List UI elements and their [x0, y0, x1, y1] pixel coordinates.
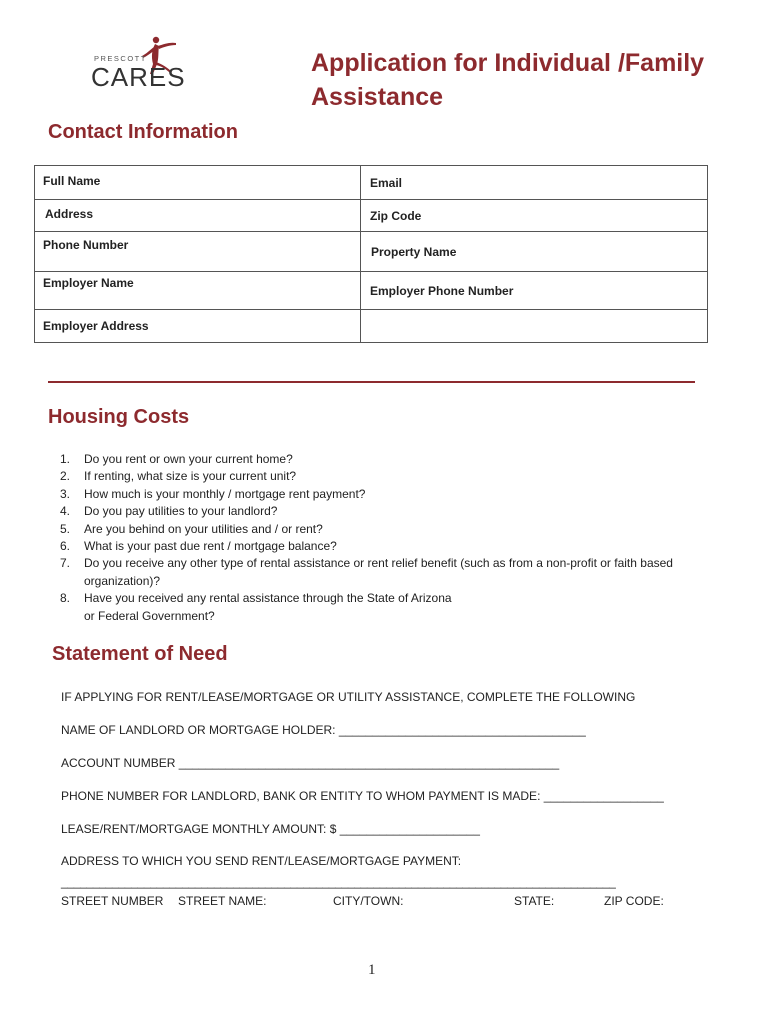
logo-small-text: PRESCOTT — [94, 54, 147, 63]
employer-name-field[interactable] — [35, 272, 361, 310]
question-text-continued: or Federal Government? — [84, 608, 215, 623]
list-item — [52, 486, 714, 503]
property-name-field[interactable] — [361, 232, 708, 272]
employer-phone-field[interactable] — [361, 272, 708, 310]
list-item — [52, 503, 714, 520]
question-text: If renting, what size is your current unit? — [84, 469, 297, 484]
question-text: Do you rent or own your current home? — [84, 452, 293, 466]
monthly-amount-field[interactable]: LEASE/RENT/MORTGAGE MONTHLY AMOUNT: $ _____________________ — [61, 822, 480, 836]
question-text: What is your past due rent / mortgage balance? — [84, 539, 337, 554]
full-name-label: Full Name — [43, 174, 101, 188]
employer-phone-label: Employer Phone Number — [370, 284, 514, 298]
question-number: 7. — [60, 556, 71, 571]
phone-number-label: Phone Number — [43, 238, 129, 252]
list-item — [52, 538, 714, 555]
address-field[interactable] — [35, 200, 361, 232]
prescott-cares-logo — [88, 34, 188, 90]
question-text: Are you behind on your utilities and / or rent? — [84, 521, 323, 536]
payment-address-field[interactable]: _______________________________________________________________________________________ — [61, 875, 616, 889]
contact-heading: Contact Information — [48, 121, 238, 143]
empty-cell[interactable] — [361, 310, 708, 343]
contact-table — [34, 165, 708, 343]
question-number: 6. — [60, 539, 71, 554]
street-number-label: STREET NUMBER — [61, 894, 164, 908]
housing-questions — [52, 451, 714, 625]
zip-code-field[interactable] — [361, 200, 708, 232]
full-name-field[interactable] — [35, 166, 361, 200]
question-text: How much is your monthly / mortgage rent payment? — [84, 486, 366, 501]
question-number: 4. — [60, 504, 71, 519]
zip-label: ZIP CODE: — [604, 894, 664, 908]
need-heading: Statement of Need — [52, 643, 228, 665]
housing-heading: Housing Costs — [48, 406, 190, 428]
landlord-name-field[interactable]: NAME OF LANDLORD OR MORTGAGE HOLDER: _____________________________________ — [61, 723, 586, 737]
email-field[interactable] — [361, 166, 708, 200]
state-label: STATE: — [514, 894, 555, 908]
list-item — [52, 590, 714, 625]
need-intro: IF APPLYING FOR RENT/LEASE/MORTGAGE OR UTILITY ASSISTANCE, COMPLETE THE FOLLOWING — [61, 690, 636, 704]
account-number-field[interactable]: ACCOUNT NUMBER _________________________________________________________ — [61, 756, 560, 770]
landlord-phone-field[interactable]: PHONE NUMBER FOR LANDLORD, BANK OR ENTITY TO WHOM PAYMENT IS MADE: __________________ — [61, 789, 664, 803]
question-number: 2. — [60, 469, 71, 484]
title-line-2: Assistance — [311, 83, 444, 111]
list-item — [52, 468, 714, 485]
title-line-1: Application for Individual /Family — [311, 49, 705, 77]
question-number: 8. — [60, 591, 71, 606]
phone-number-field[interactable] — [35, 232, 361, 272]
list-item — [52, 521, 714, 538]
employer-address-label: Employer Address — [43, 319, 149, 333]
page-number: 1 — [368, 962, 376, 978]
question-number: 1. — [60, 452, 71, 466]
city-label: CITY/TOWN: — [333, 894, 404, 908]
employer-address-field[interactable] — [35, 310, 361, 343]
address-label: Address — [45, 207, 94, 221]
property-name-label: Property Name — [371, 245, 457, 259]
question-text: Do you pay utilities to your landlord? — [84, 504, 278, 519]
question-text: Do you receive any other type of rental assistance or rent relief benefit (such as from a non-profit or faith based organization)? — [84, 556, 673, 588]
list-item — [52, 555, 714, 590]
payment-address-label: ADDRESS TO WHICH YOU SEND RENT/LEASE/MORTGAGE PAYMENT: — [61, 854, 462, 868]
employer-name-label: Employer Name — [43, 276, 134, 290]
question-number: 5. — [60, 521, 71, 536]
list-item — [52, 451, 714, 468]
logo-big-text: CARES — [91, 62, 186, 92]
section-divider — [48, 381, 695, 383]
page-title — [311, 46, 731, 114]
email-label: Email — [370, 176, 403, 190]
street-name-label: STREET NAME: — [178, 894, 267, 908]
question-text: Have you received any rental assistance through the State of Arizona — [84, 591, 452, 606]
zip-code-label: Zip Code — [370, 209, 422, 223]
question-number: 3. — [60, 486, 71, 501]
